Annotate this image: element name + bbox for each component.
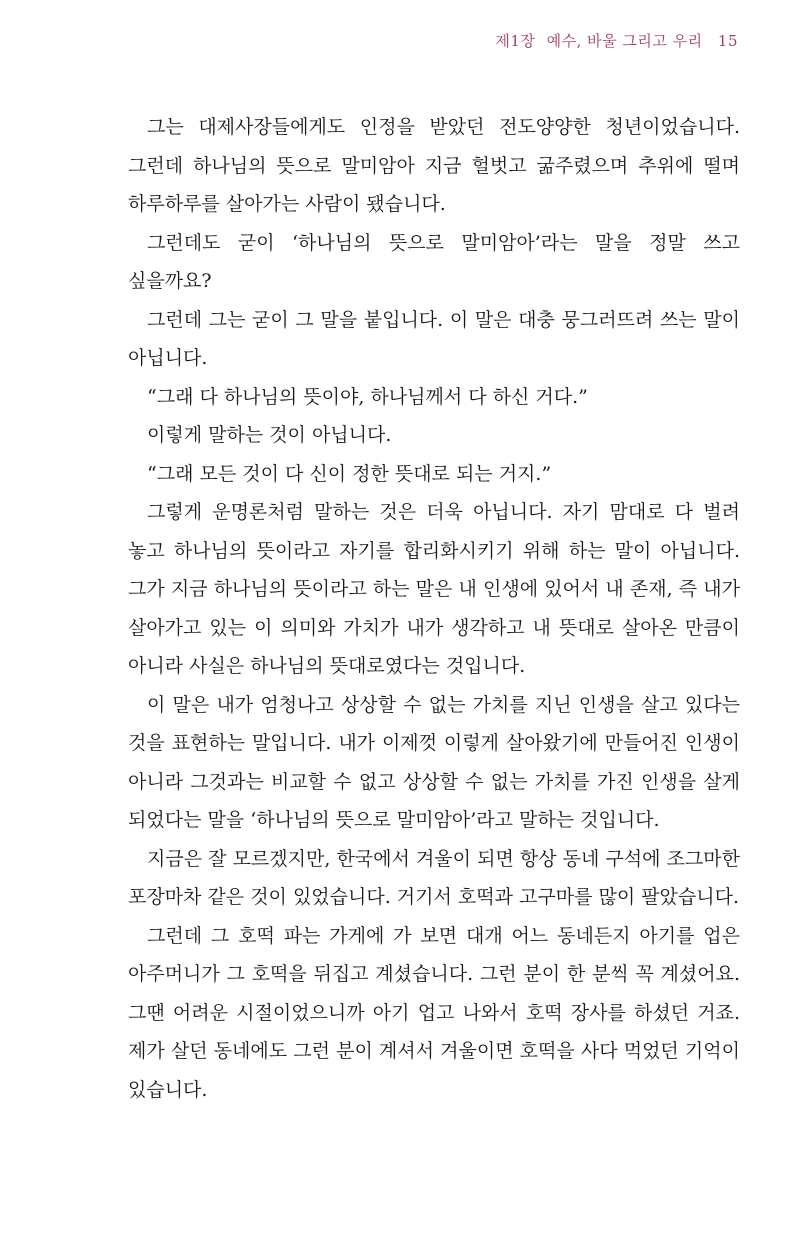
paragraph: 그는 대제사장들에게도 인정을 받았던 전도양양한 청년이었습니다. 그런데 하나님의 뜻으로 말미암아 지금 헐벗고 굶주렸으며 추위에 떨며 하루하루를 살아가는 사람이 됐습니다. bbox=[128, 116, 740, 215]
paragraph: 그런데 그는 굳이 그 말을 붙입니다. 이 말은 대충 뭉그러뜨려 쓰는 말이 아닙니다. bbox=[128, 308, 740, 369]
paragraph: “그래 다 하나님의 뜻이야, 하나님께서 다 하신 거다.” bbox=[147, 385, 588, 408]
paragraph: 그런데 그 호떡 파는 가게에 가 보면 대개 어느 동네든지 아기를 업은 아주머니가 그 호떡을 뒤집고 계셨습니다. 그런 분이 한 분씩 꼭 계셨어요. 그땐 어려운 시절이었으니까 아기 업고 나와서 호떡 장사를 하셨던 거죠. 제가 살던 동네에도 그런 분이 계셔서 겨울이면 호떡을 사다 먹었던 기억이 있습니다. bbox=[128, 924, 740, 1101]
chapter-title: 예수, 바울 그리고 우리 bbox=[546, 32, 703, 50]
paragraph: “그래 모든 것이 다 신이 정한 뜻대로 되는 거지.” bbox=[147, 462, 552, 485]
chapter-label: 제1장 bbox=[495, 32, 536, 50]
paragraph: 이 말은 내가 엄청나고 상상할 수 없는 가치를 지닌 인생을 살고 있다는 것을 표현하는 말입니다. 내가 이제껏 이렇게 살아왔기에 만들어진 인생이 아니라 그것과는 비교할 수 없고 상상할 수 없는 가치를 가진 인생을 살게 되었다는 말을 ‘하나님의 뜻으로 말미암아’라고 말하는 것입니다. bbox=[128, 693, 740, 831]
body-text bbox=[128, 108, 740, 1109]
paragraph: 그런데도 굳이 ‘하나님의 뜻으로 말미암아’라는 말을 정말 쓰고 싶을까요? bbox=[128, 231, 740, 292]
paragraph: 지금은 잘 모르겠지만, 한국에서 겨울이 되면 항상 동네 구석에 조그마한 포장마차 같은 것이 있었습니다. 거기서 호떡과 고구마를 많이 팔았습니다. bbox=[128, 847, 740, 908]
paragraph: 이렇게 말하는 것이 아닙니다. bbox=[147, 424, 392, 446]
paragraph: 그렇게 운명론처럼 말하는 것은 더욱 아닙니다. 자기 맘대로 다 벌려 놓고 하나님의 뜻이라고 자기를 합리화시키기 위해 하는 말이 아닙니다. 그가 지금 하나님의 뜻이라고 하는 말은 내 인생에 있어서 내 존재, 즉 내가 살아가고 있는 이 의미와 가치가 내가 생각하고 내 뜻대로 살아온 만큼이 아니라 사실은 하나님의 뜻대로였다는 것입니다. bbox=[128, 501, 740, 677]
running-header bbox=[495, 30, 738, 51]
page-number: 15 bbox=[717, 32, 738, 50]
